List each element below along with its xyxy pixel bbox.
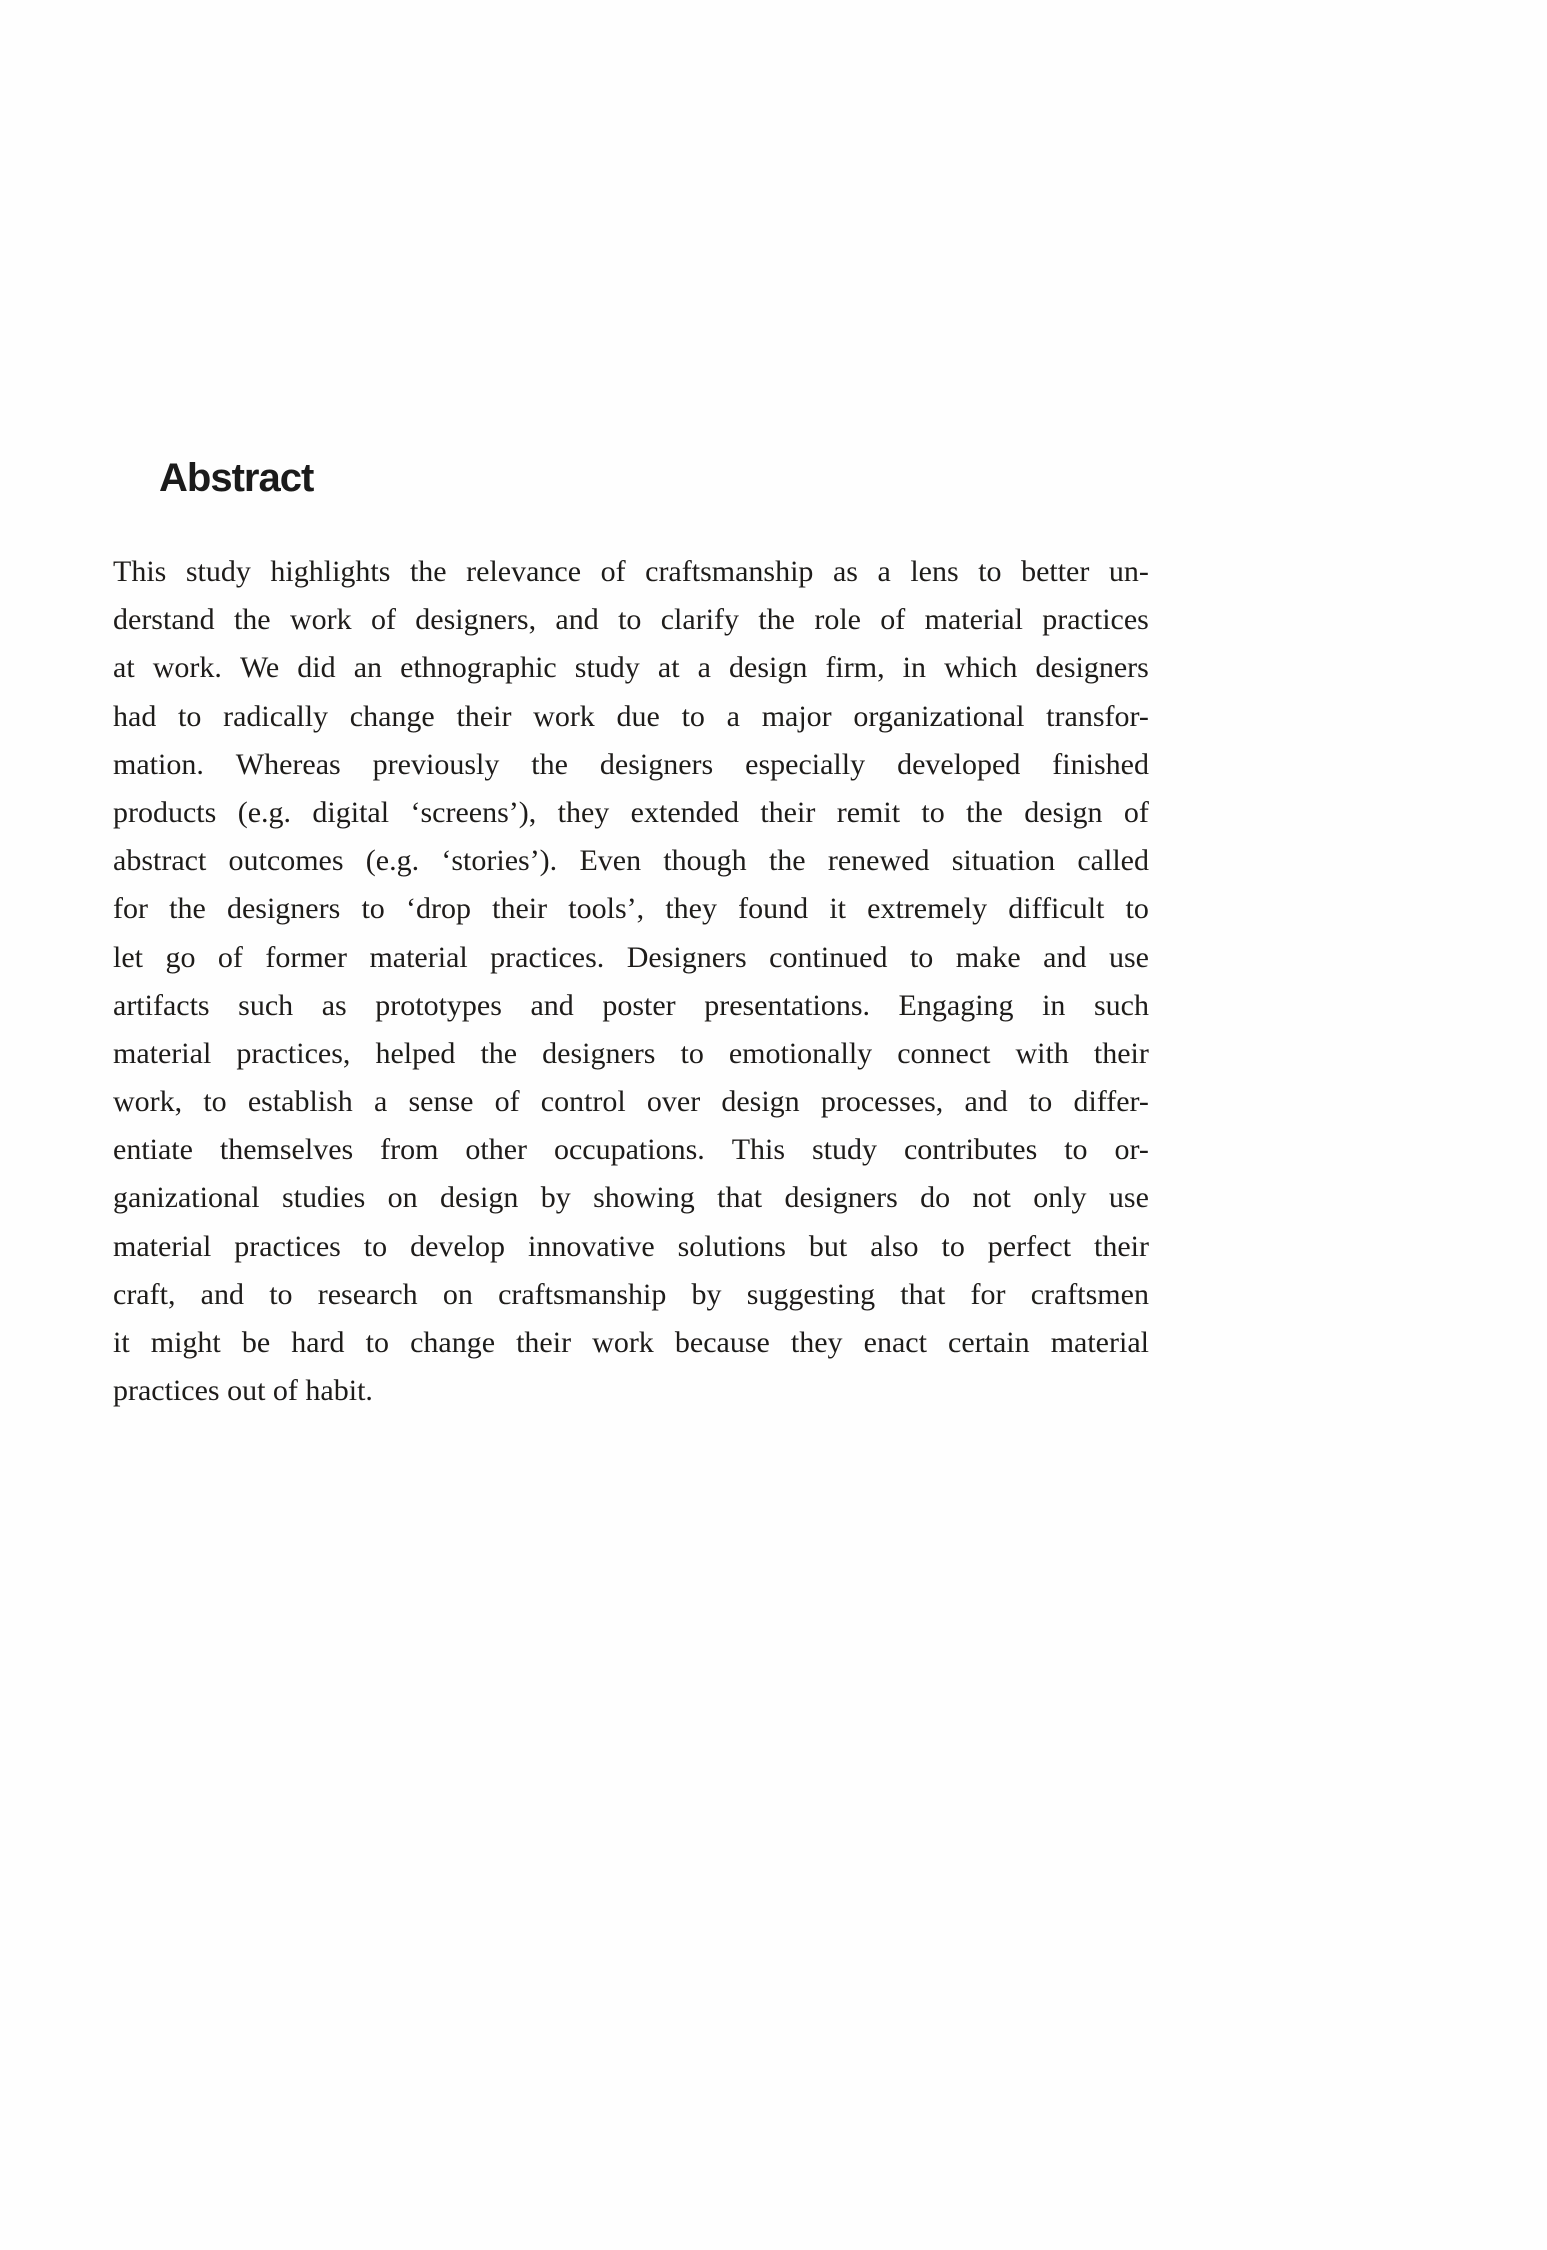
abstract-line: derstand the work of designers, and to clarify the role of material practices <box>113 603 1149 637</box>
abstract-line: had to radically change their work due to a major organizational transfor- <box>113 699 1149 733</box>
abstract-line: for the designers to ‘drop their tools’, they found it extremely difficult to <box>113 892 1149 926</box>
abstract-line: ganizational studies on design by showing that designers do not only use <box>113 1181 1149 1215</box>
abstract-line: it might be hard to change their work because they enact certain material <box>113 1326 1149 1359</box>
abstract-line: material practices to develop innovative solutions but also to perfect their <box>113 1229 1149 1263</box>
abstract-line: practices out of habit. <box>113 1374 373 1408</box>
abstract-line: let go of former material practices. Designers continued to make and use <box>113 940 1149 974</box>
abstract-line: abstract outcomes (e.g. ‘stories’). Even though the renewed situation called <box>113 844 1149 878</box>
abstract-line: material practices, helped the designers to emotionally connect with their <box>113 1036 1149 1070</box>
abstract-paragraph <box>113 548 1149 1415</box>
abstract-heading: Abstract <box>159 456 314 500</box>
abstract-line: products (e.g. digital ‘screens’), they extended their remit to the design of <box>113 795 1149 829</box>
abstract-line: at work. We did an ethnographic study at a design firm, in which designers <box>113 651 1149 685</box>
abstract-line: This study highlights the relevance of craftsmanship as a lens to better un- <box>113 555 1149 588</box>
abstract-line: entiate themselves from other occupations. This study contributes to or- <box>113 1133 1149 1167</box>
abstract-line: artifacts such as prototypes and poster presentations. Engaging in such <box>113 988 1149 1022</box>
abstract-line: work, to establish a sense of control over design processes, and to differ- <box>113 1085 1149 1119</box>
abstract-line: mation. Whereas previously the designers especially developed finished <box>113 747 1149 781</box>
abstract-line: craft, and to research on craftsmanship by suggesting that for craftsmen <box>113 1277 1149 1311</box>
